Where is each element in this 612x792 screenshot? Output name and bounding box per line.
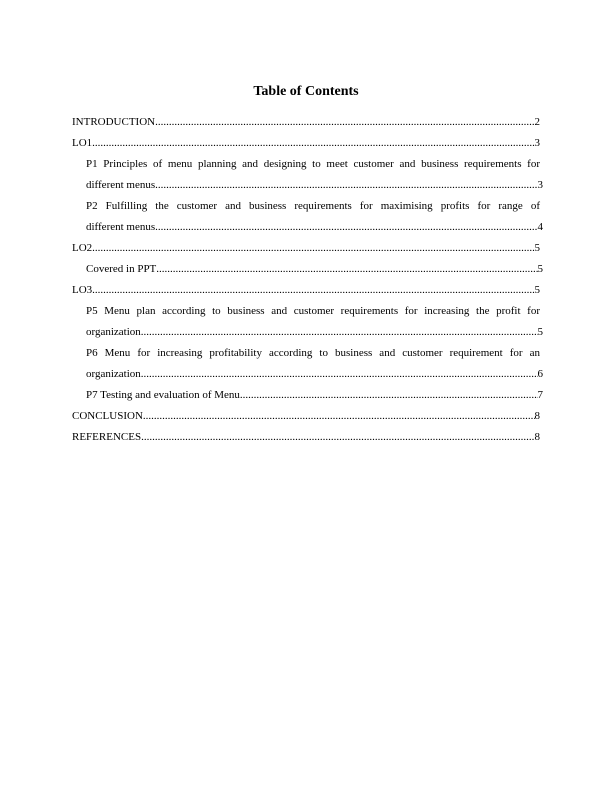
toc-entry-lo2[interactable] <box>72 238 540 259</box>
dot-leader <box>92 133 534 154</box>
toc-entry-page: 5 <box>537 263 543 275</box>
toc-entry-title: P5 Menu plan according to business and customer requirements for increasing the profit for <box>86 305 540 317</box>
page-title: Table of Contents <box>253 84 359 99</box>
toc-entry-covered-in-ppt[interactable] <box>72 259 543 280</box>
toc-entry-lo3[interactable] <box>72 280 540 301</box>
toc-entry-conclusion[interactable] <box>72 406 540 427</box>
toc-entry-title: LO1 <box>72 137 93 149</box>
dot-leader <box>155 175 537 196</box>
toc-entry-title: P1 Principles of menu planning and designing to meet customer and business requirements for <box>86 158 540 170</box>
toc-entry-title: CONCLUSION <box>72 410 143 422</box>
toc-entry-references[interactable] <box>72 427 540 448</box>
dot-leader <box>240 385 538 406</box>
toc-entry-p2[interactable] <box>72 196 543 238</box>
toc-entry-page: 2 <box>534 116 540 128</box>
dot-leader <box>92 238 534 259</box>
dot-leader <box>141 427 534 448</box>
toc-entry-page: 8 <box>534 431 540 443</box>
toc-entry-title: P6 Menu for increasing profitability according to business and customer requirement for an <box>86 347 540 359</box>
toc-entry-page: 3 <box>534 137 540 149</box>
toc-entry-title-continued: organization <box>86 326 141 338</box>
toc-entry-page: 6 <box>537 368 543 380</box>
toc-entry-title: P2 Fulfilling the customer and business requirements for maximising profits for range of <box>86 200 540 212</box>
dot-leader <box>141 364 538 385</box>
toc-entry-lo1[interactable] <box>72 133 540 154</box>
toc-entry-title: LO2 <box>72 242 93 254</box>
toc-entry-title: REFERENCES <box>72 431 142 443</box>
toc-entry-page: 8 <box>534 410 540 422</box>
toc-entry-p1[interactable] <box>72 154 543 196</box>
dot-leader <box>141 322 538 343</box>
toc-entry-page: 7 <box>537 389 543 401</box>
toc-entry-title-continued: different menus <box>86 221 156 233</box>
table-of-contents <box>72 112 543 448</box>
toc-entry-title: LO3 <box>72 284 93 296</box>
toc-entry-p5[interactable] <box>72 301 543 343</box>
dot-leader <box>155 217 537 238</box>
toc-entry-introduction[interactable] <box>72 112 540 133</box>
toc-entry-title: INTRODUCTION <box>72 116 156 128</box>
toc-entry-p7[interactable] <box>72 385 543 406</box>
toc-entry-page: 5 <box>537 326 543 338</box>
toc-entry-page: 5 <box>534 242 540 254</box>
toc-entry-title: P7 Testing and evaluation of Menu <box>86 389 240 401</box>
toc-entry-page: 3 <box>537 179 543 191</box>
toc-entry-page: 5 <box>534 284 540 296</box>
toc-entry-title: Covered in PPT <box>86 263 157 275</box>
toc-entry-title-continued: different menus <box>86 179 156 191</box>
toc-entry-page: 4 <box>537 221 543 233</box>
dot-leader <box>156 259 537 280</box>
toc-entry-title-continued: organization <box>86 368 141 380</box>
toc-entry-p6[interactable] <box>72 343 543 385</box>
dot-leader <box>143 406 535 427</box>
dot-leader <box>155 112 534 133</box>
dot-leader <box>92 280 534 301</box>
